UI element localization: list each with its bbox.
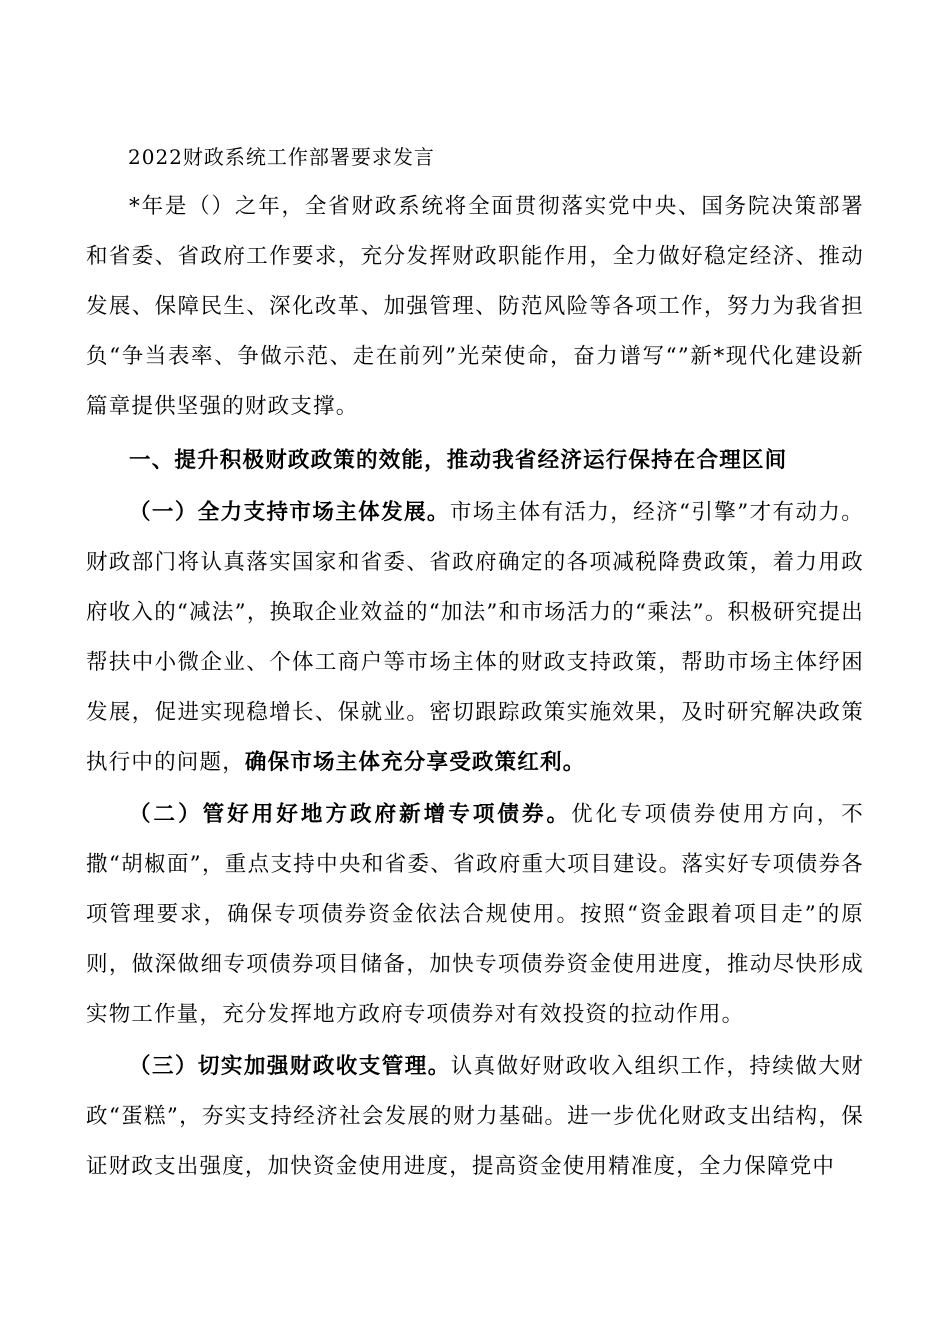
item-1-paragraph	[86, 488, 864, 788]
document-page	[86, 132, 864, 1194]
document-title: 2022财政系统工作部署要求发言	[128, 145, 435, 169]
item-3-body: 认真做好财政收入组织工作，持续做大财政“蛋糕”，夯实支持经济社会发展的财力基础。进一步优化财政支出结构，保证财政支出强度，加快资金使用进度，提高资金使用精准度，全力保障党中	[86, 1054, 864, 1179]
item-3-lead: （三）切实加强财政收支管理。	[129, 1054, 451, 1079]
item-2-paragraph	[86, 790, 864, 1040]
item-1-body: 市场主体有活力，经济“引擎”才有动力。财政部门将认真落实国家和省委、省政府确定的各项减税降费政策，着力用政府收入的“减法”，换取企业效益的“加法”和市场活力的“乘法”。积极研究提出帮扶中小微企业、个体工商户等市场主体的财政支持政策，帮助市场主体纾困发展，促进实现稳增长、保就业。密切跟踪政策实施效果，及时研究解决政策执行中的问题，	[86, 500, 864, 775]
section-1-heading: 一、提升积极财政政策的效能，推动我省经济运行保持在合理区间	[129, 448, 788, 473]
item-1-lead: （一）全力支持市场主体发展。	[129, 500, 450, 525]
item-2-body: 优化专项债券使用方向，不撒“胡椒面”，重点支持中央和省委、省政府重大项目建设。落实好专项债券各项管理要求，确保专项债券资金依法合规使用。按照“资金跟着项目走”的原则，做深做细专项债券项目储备，加快专项债券资金使用进度，推动尽快形成实物工作量，充分发挥地方政府专项债券对有效投资的拉动作用。	[86, 802, 864, 1027]
item-2-lead: （二）管好用好地方政府新增专项债券。	[129, 802, 572, 827]
item-1-tail: 确保市场主体充分享受政策红利。	[244, 750, 586, 775]
item-3-paragraph	[86, 1042, 864, 1192]
intro-paragraph: *年是（）之年，全省财政系统将全面贯彻落实党中央、国务院决策部署和省委、省政府工作要求，充分发挥财政职能作用，全力做好稳定经济、推动发展、保障民生、深化改革、加强管理、防范风险等各项工作，努力为我省担负“争当表率、争做示范、走在前列”光荣使命，奋力谱写“”新*现代化建设新篇章提供坚强的财政支撑。	[86, 194, 864, 419]
